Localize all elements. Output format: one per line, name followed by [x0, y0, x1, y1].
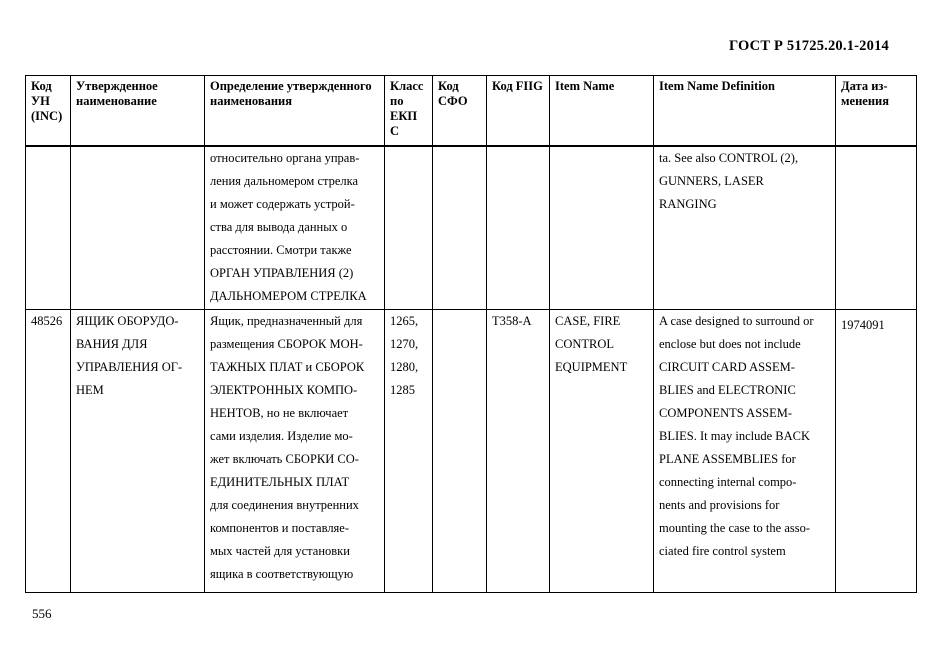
- cell-text-line: 1280,: [390, 360, 419, 374]
- cell-sfo-code: [433, 146, 487, 310]
- header-change-date: Дата из-менения: [836, 76, 917, 147]
- cell-text-line: 1270,: [390, 337, 419, 351]
- table-row: [26, 146, 917, 310]
- cell-text-line: ДАЛЬНОМЕРОМ СТРЕЛКА: [210, 289, 367, 303]
- cell-text-line: mounting the case to the asso-: [659, 521, 811, 535]
- table-header-row: [26, 76, 917, 147]
- cell-text-line: для соединения внутренних: [210, 498, 359, 512]
- cell-text-line: GUNNERS, LASER: [659, 174, 764, 188]
- cell-text-line: компонентов и поставляе-: [210, 521, 350, 535]
- cell-item-name-definition: [654, 146, 836, 310]
- cell-text-line: ЭЛЕКТРОННЫХ КОМПО-: [210, 383, 358, 397]
- cell-text-line: BLIES. It may include BACK: [659, 429, 811, 443]
- cell-text-line: Ящик, предназначенный для: [210, 314, 363, 328]
- header-fiig-code: Код FIIG: [487, 76, 550, 147]
- cell-text-line: мых частей для установки: [210, 544, 350, 558]
- cell-text-line: 1265,: [390, 314, 419, 328]
- cell-text-line: размещения СБОРОК МОН-: [210, 337, 363, 351]
- cell-text-line: RANGING: [659, 197, 717, 211]
- header-item-name: Item Name: [550, 76, 654, 147]
- catalog-table: [25, 75, 917, 593]
- cell-text-line: сами изделия. Изделие мо-: [210, 429, 353, 443]
- cell-text-line: НЕМ: [76, 383, 104, 397]
- cell-text-line: PLANE ASSEMBLIES for: [659, 452, 796, 466]
- cell-text-line: CONTROL: [555, 337, 615, 351]
- cell-text-line: CASE, FIRE: [555, 314, 621, 328]
- page-number: 556: [32, 606, 52, 621]
- cell-text-line: ЯЩИК ОБОРУДО-: [76, 314, 179, 328]
- cell-text-line: УПРАВЛЕНИЯ ОГ-: [76, 360, 183, 374]
- cell-definition: [205, 146, 385, 310]
- cell-text-line: жет включать СБОРКИ СО-: [210, 452, 359, 466]
- header-inc: Код УН (INC): [26, 76, 71, 147]
- cell-fiig-code: T358-A: [487, 310, 550, 593]
- header-definition: Определение утвержденного наименования: [205, 76, 385, 147]
- cell-text-line: nents and provisions for: [659, 498, 780, 512]
- cell-definition: [205, 310, 385, 593]
- cell-fiig-code: [487, 146, 550, 310]
- cell-text-line: ящика в соответствующую: [210, 567, 354, 581]
- table-row: [26, 310, 917, 593]
- cell-text-line: ства для вывода данных о: [210, 220, 348, 234]
- cell-text-line: НЕНТОВ, но не включает: [210, 406, 349, 420]
- cell-approved-name: [71, 146, 205, 310]
- cell-text-line: относительно органа управ-: [210, 151, 360, 165]
- cell-text-line: ta. See also CONTROL (2),: [659, 151, 799, 165]
- cell-sfo-code: [433, 310, 487, 593]
- cell-text-line: ОРГАН УПРАВЛЕНИЯ (2): [210, 266, 354, 280]
- cell-change-date: [836, 146, 917, 310]
- cell-text-line: расстоянии. Смотри также: [210, 243, 352, 257]
- cell-text-line: ciated fire control system: [659, 544, 786, 558]
- header-approved-name: Утвержденное наименование: [71, 76, 205, 147]
- cell-text-line: BLIES and ELECTRONIC: [659, 383, 796, 397]
- header-item-name-definition: Item Name Definition: [654, 76, 836, 147]
- cell-text-line: enclose but does not include: [659, 337, 801, 351]
- cell-approved-name: [71, 310, 205, 593]
- cell-item-name-definition: [654, 310, 836, 593]
- cell-inc: 48526: [26, 310, 71, 593]
- cell-text-line: A case designed to surround or: [659, 314, 814, 328]
- cell-text-line: ЕДИНИТЕЛЬНЫХ ПЛАТ: [210, 475, 350, 489]
- cell-text-line: ТАЖНЫХ ПЛАТ и СБОРОК: [210, 360, 365, 374]
- header-sfo-code: Код СФО: [433, 76, 487, 147]
- cell-text-line: ления дальномером стрелка: [210, 174, 359, 188]
- cell-text-line: и может содержать устрой-: [210, 197, 355, 211]
- cell-text-line: 1285: [390, 383, 415, 397]
- cell-item-name: [550, 146, 654, 310]
- cell-text-line: connecting internal compo-: [659, 475, 797, 489]
- cell-ekps-class: [385, 146, 433, 310]
- cell-inc: [26, 146, 71, 310]
- cell-ekps-class: [385, 310, 433, 593]
- cell-change-date: 1974091: [836, 310, 917, 593]
- header-ekps-class: Класс по ЕКП С: [385, 76, 433, 147]
- cell-text-line: EQUIPMENT: [555, 360, 628, 374]
- cell-text-line: CIRCUIT CARD ASSEM-: [659, 360, 795, 374]
- cell-text-line: ВАНИЯ ДЛЯ: [76, 337, 148, 351]
- cell-item-name: [550, 310, 654, 593]
- cell-text-line: COMPONENTS ASSEM-: [659, 406, 793, 420]
- document-standard-title: ГОСТ Р 51725.20.1-2014: [728, 38, 889, 54]
